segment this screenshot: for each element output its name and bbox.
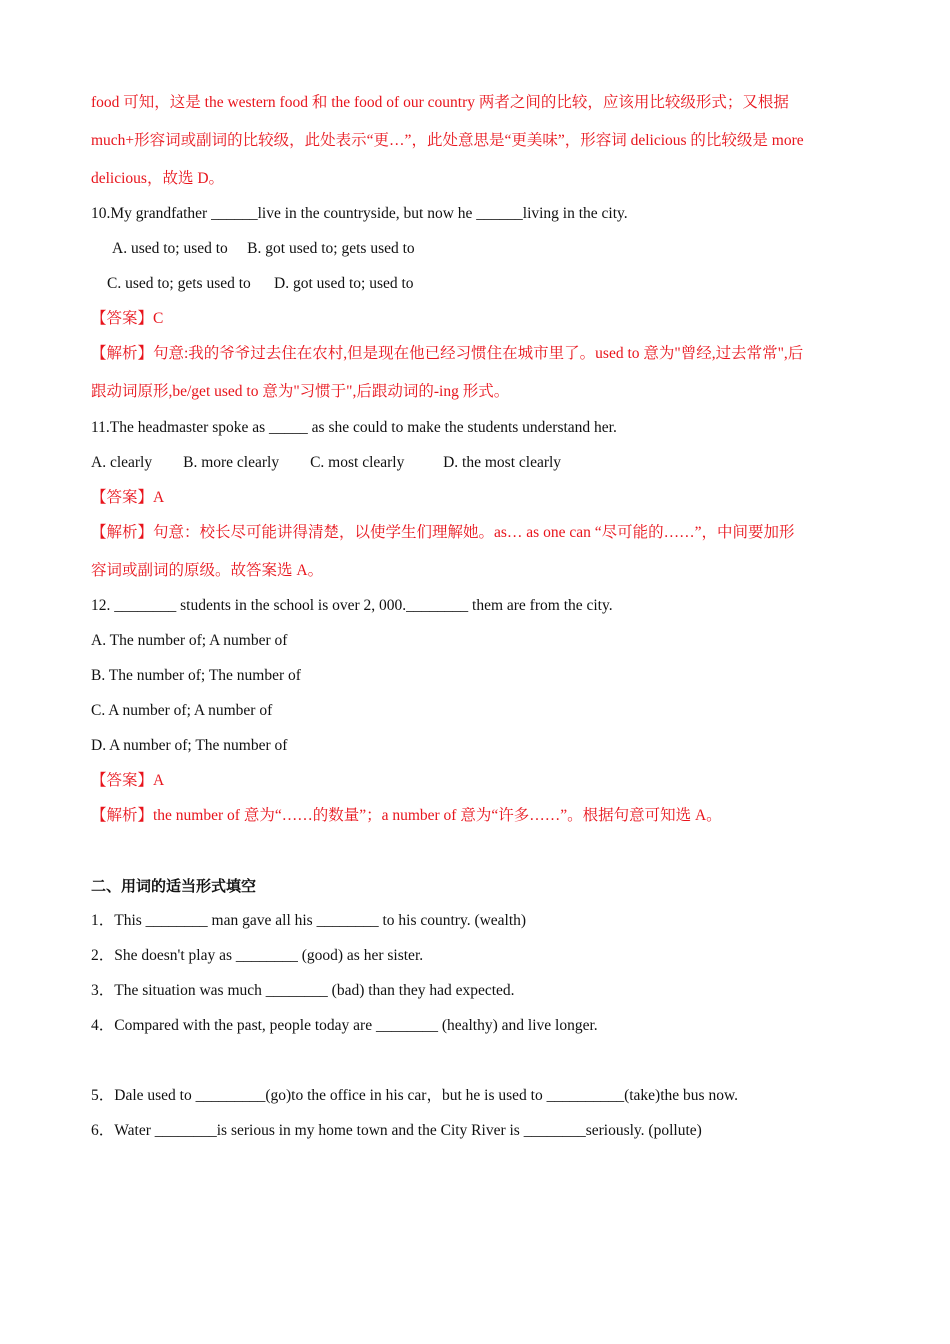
- fill-blank-2: 2．She doesn't play as ________ (good) as her sister.: [91, 947, 424, 964]
- explanation-10: 【解析】句意:我的爷爷过去住在农村,但是现在他已经习惯住在城市里了。used to 意为"曾经,过去常常",后: [91, 345, 804, 362]
- fill-blank-5: 5．Dale used to _________(go)to the office in his car，but he is used to __________(take)the bus now.: [91, 1087, 739, 1104]
- question-12-option-c: C. A number of; A number of: [91, 702, 273, 719]
- question-10-options-row2: C. used to; gets used to D. got used to; used to: [107, 275, 414, 292]
- explanation-line: much+形容词或副词的比较级，此处表示“更…”，此处意思是“更美味”，形容词 delicious 的比较级是 more: [91, 132, 804, 149]
- question-11-options: A. clearly B. more clearly C. most clearly D. the most clearly: [91, 454, 562, 471]
- explanation-line: food 可知，这是 the western food 和 the food of our country 两者之间的比较，应该用比较级形式；又根据: [91, 94, 789, 111]
- fill-blank-3: 3．The situation was much ________ (bad) than they had expected.: [91, 982, 515, 999]
- question-12-option-b: B. The number of; The number of: [91, 667, 301, 684]
- question-12-option-d: D. A number of; The number of: [91, 737, 288, 754]
- fill-blank-4: 4．Compared with the past, people today are ________ (healthy) and live longer.: [91, 1017, 598, 1034]
- answer-12: 【答案】A: [91, 772, 165, 789]
- question-10-options-row1: A. used to; used to B. got used to; gets used to: [112, 240, 415, 257]
- section-heading: 二、用词的适当形式填空: [91, 877, 257, 895]
- question-10: 10.My grandfather ______live in the countryside, but now he ______living in the city.: [91, 205, 628, 222]
- answer-10: 【答案】C: [91, 310, 164, 327]
- fill-blank-6: 6．Water ________is serious in my home town and the City River is ________seriously. (pollute): [91, 1122, 702, 1139]
- explanation-11: 【解析】句意：校长尽可能讲得清楚，以使学生们理解她。as… as one can “尽可能的……”，中间要加形: [91, 524, 795, 541]
- explanation-10-cont: 跟动词原形,be/get used to 意为"习惯于",后跟动词的-ing 形式。: [91, 383, 510, 400]
- fill-blank-1: 1．This ________ man gave all his ________ to his country. (wealth): [91, 912, 527, 929]
- explanation-12: 【解析】the number of 意为“……的数量”；a number of 意为“许多……”。根据句意可知选 A。: [91, 807, 722, 824]
- explanation-11-cont: 容词或副词的原级。故答案选 A。: [91, 562, 324, 579]
- question-12-option-a: A. The number of; A number of: [91, 632, 288, 649]
- question-12: 12. ________ students in the school is over 2, 000.________ them are from the city.: [91, 597, 613, 614]
- answer-11: 【答案】A: [91, 489, 165, 506]
- explanation-line: delicious，故选 D。: [91, 170, 225, 187]
- question-11: 11.The headmaster spoke as _____ as she could to make the students understand her.: [91, 419, 617, 436]
